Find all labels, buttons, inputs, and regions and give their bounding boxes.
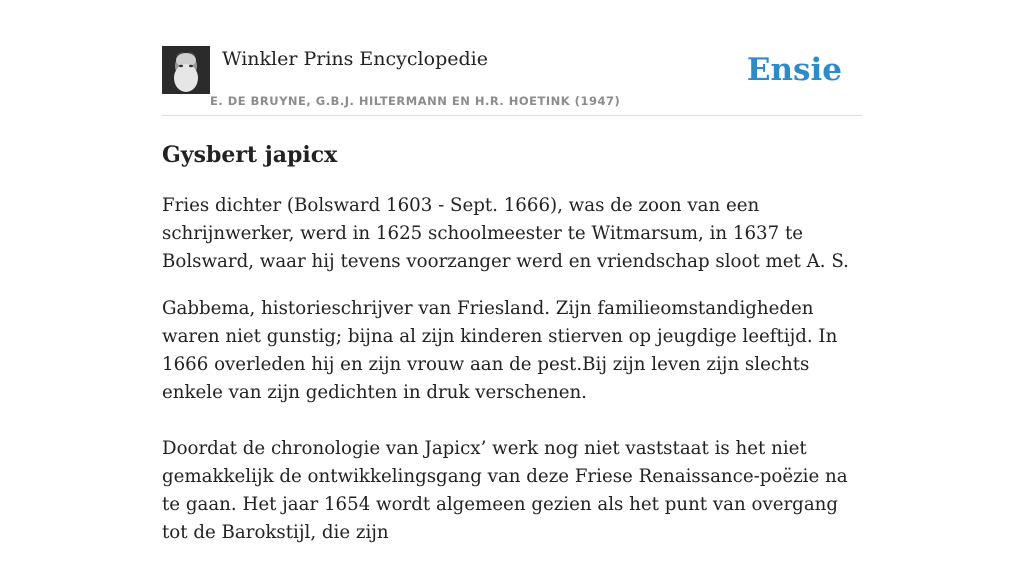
article-title: Gysbert japicx [162,142,338,168]
paragraph: Fries dichter (Bolsward 1603 - Sept. 1666), was de zoon van een schrijnwerker, werd in 1625 schoolmeester te Witmarsum, in 1637 te Bolsward, waar hij tevens voorzanger werd en vriendschap sloot met A. S. [162,195,849,272]
author-portrait-icon [162,46,210,94]
article-body [162,192,862,566]
paragraph: Doordat de chronologie van Japicx’ werk nog niet vaststaat is het niet gemakkelijk de ontwikkelingsgang van deze Friese Renaissance-poëzie na te gaan. Het jaar 1654 wordt algemeen gezien als het punt van overgang tot de Barokstijl, die zijn [162,438,848,543]
site-title[interactable]: Winkler Prins Encyclopedie [222,48,488,70]
authors-credit: E. DE BRUYNE, G.B.J. HILTERMANN EN H.R. HOETINK (1947) [210,94,621,108]
author-avatar[interactable] [162,46,210,94]
paragraph: Gabbema, historieschrijver van Friesland. Zijn familieomstandigheden waren niet gunstig; bijna al zijn kinderen stierven op jeugdige leeftijd. In 1666 overleden hij en zijn vrouw aan de pest.Bij zijn leven zijn slechts enkele van zijn gedichten in druk verschenen. [162,298,838,403]
header [162,46,862,116]
brand-logo[interactable]: Ensie [746,52,842,88]
